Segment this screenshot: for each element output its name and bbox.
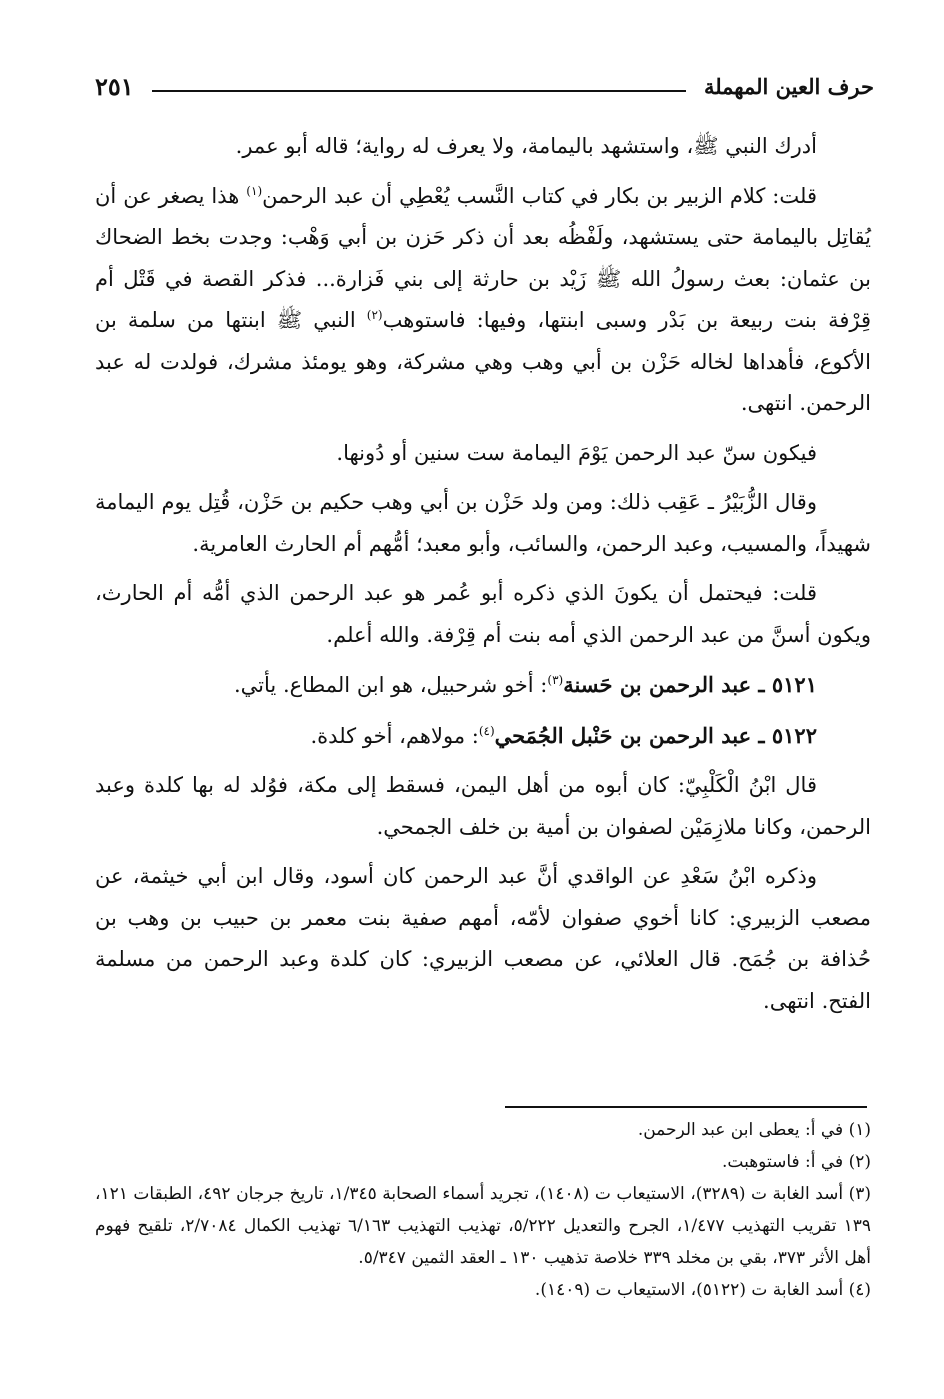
paragraph: [95, 482, 871, 565]
paragraph-text: فيكون سنّ عبد الرحمن يَوْمَ اليمامة ست سنين أو دُونها.: [336, 440, 817, 465]
footnote-ref: (٤): [478, 723, 495, 738]
paragraph-text: قال ابْنُ الْكَلْبِيّ: كان أبوه من أهل اليمن، فسقط إلى مكة، فوُلد له بها كلدة وعبد الرحمن، وكانا ملازِمَيْن لصفوان بن أمية بن خلف الجمحي.: [95, 773, 871, 839]
header-rule: [152, 90, 686, 92]
entry-heading: ٥١٢٢ ـ عبد الرحمن بن حَنْبل الجُمَحي: [494, 722, 817, 748]
entry-heading: ٥١٢١ ـ عبد الرحمن بن حَسنة: [563, 672, 817, 697]
paragraph-text: النبي ﷺ ابنتها من سلمة بن الأكوع، فأهداها لخاله حَزْن بن أبي وهب وهي مشركة، وهو يومئذ مشرك، فولدت له عبد الرحمن. انتهى.: [95, 308, 871, 415]
paragraph: [95, 126, 871, 168]
footnotes: [95, 1114, 871, 1306]
footnote-ref: (١): [246, 183, 263, 198]
paragraph-text: هذا يصغر عن أن يُقاتِل باليمامة حتى يستشهد، ولَفْظُه بعد أن ذكر حَزن بن أبي وَهْب: وجدت بخط الضحاك بن عثمان: بعث رسولُ الله ﷺ زَيْد بن حارثة إلى بني فَزارة... فذكر القصة في قَتْل أم قِرْفة بنت ربيعة بن بَدْر وسبى ابنتها، وفيها: فاستوهب: [95, 183, 871, 332]
paragraph: [95, 573, 871, 656]
paragraph: [95, 176, 871, 425]
paragraph-text: أدرك النبي ﷺ، واستشهد باليمامة، ولا يعرف له رواية؛ قاله أبو عمر.: [235, 134, 817, 158]
footnote-ref: (٢): [366, 308, 383, 322]
paragraph: [95, 765, 871, 848]
footnote: (٣) أسد الغابة ت (٣٢٨٩)، الاستيعاب ت (١٤٠٨)، تجريد أسماء الصحابة ١/٣٤٥، تاريخ جرجان ٤٩٢، الطبقات ١٢١، ١٣٩ تقريب التهذيب ١/٤٧٧، الجرح والتعديل ٥/٢٢٢، تهذيب التهذيب ٦/١٦٣ تهذيب الكمال ٢/٧٠٨٤، تلقيح فهوم أهل الأثر ٣٧٣، بقي بن مخلد ٣٣٩ خلاصة تذهيب ١٣٠ ـ العقد الثمين ٥/٣٤٧.: [95, 1184, 872, 1268]
page-header: [95, 64, 874, 108]
running-head: حرف العين المهملة: [703, 73, 874, 99]
footnote: (٢) في أ: فاستوهبت.: [721, 1152, 871, 1172]
page-number: ٢٥١: [95, 71, 134, 101]
entry-text: : مولاهم، أخو كلدة.: [310, 723, 479, 748]
footnote-rule: [505, 1106, 867, 1108]
footnote-ref: (٣): [547, 673, 564, 687]
entry-text: : أخو شرحبيل، هو ابن المطاع. يأتي.: [234, 673, 548, 697]
footnote: (١) في أ: يعطى ابن عبد الرحمن.: [637, 1120, 871, 1140]
paragraph-text: قلت: فيحتمل أن يكونَ الذي ذكره أبو عُمر هو عبد الرحمن الذي أمُّه أم الحارث، ويكون أسنَّ من عبد الرحمن الذي أمه بنت أم قِرْفة. والله أعلم.: [95, 581, 871, 647]
paragraph-text: وذكره ابْنُ سَعْدِ عن الواقدي أنَّ عبد الرحمن كان أسود، وقال ابن أبي خيثمة، عن مصعب الزبيري: كانا أخوي صفوان لأمّه، أمهم صفية بنت معمر بن حبيب بن وهب بن حُذافة بن جُمَح. قال العلائي، عن مصعب الزبيري: كان كلدة وعبد الرحمن من مسلمة الفتح. انتهى.: [95, 864, 871, 1013]
entry: [95, 664, 871, 707]
paragraph-text: وقال الزُّبَيْرُ ـ عَقِب ذلك: ومن ولد حَزْن بن أبي وهب حكيم بن حَزْن، قُتِل يوم اليمامة شهيداً، والمسيب، وعبد الرحمن، والسائب، وأبو معبد؛ أمُّهم أم الحارث العامرية.: [95, 490, 871, 556]
paragraph: [95, 433, 871, 475]
paragraph-text: قلت: كلام الزبير بن بكار في كتاب النَّسب يُعْطِي أن عبد الرحمن: [262, 183, 817, 208]
main-text: [95, 126, 871, 1030]
paragraph: [95, 856, 871, 1022]
entry: [95, 715, 871, 758]
footnote: (٤) أسد الغابة ت (٥١٢٢)، الاستيعاب ت (١٤٠٩).: [534, 1280, 871, 1300]
